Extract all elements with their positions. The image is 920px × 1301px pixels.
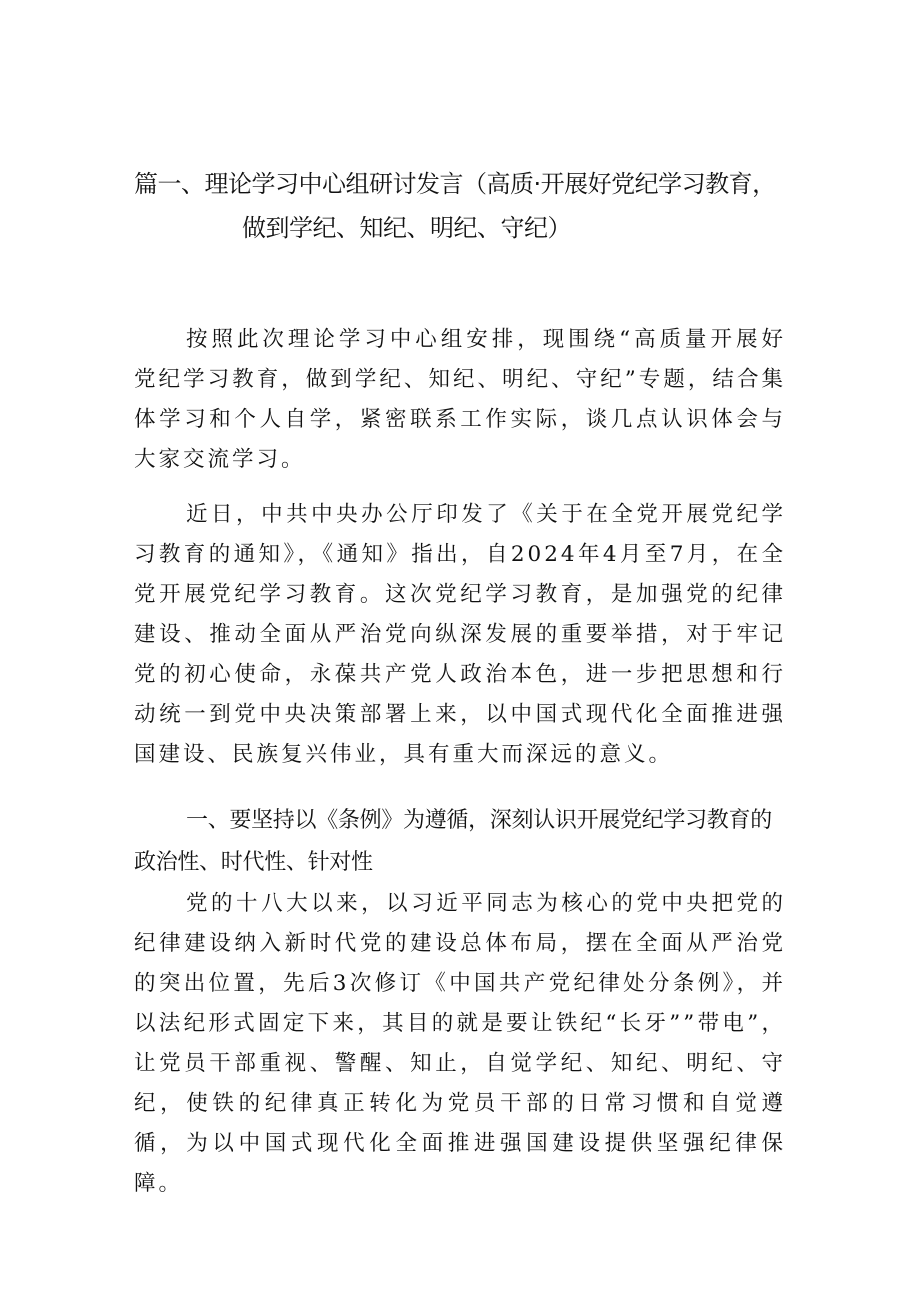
section-heading-1: 一、要坚持以《条例》为遵循，深刻认识开展党纪学习教育的政治性、时代性、针对性 [134, 808, 772, 875]
section-1-paragraph: 党的十八大以来，以习近平同志为核心的党中央把党的纪律建设纳入新时代党的建设总体布局，摆在全面从严治党的突出位置，先后3次修订《中国共产党纪律处分条例》，并以法纪形式固定下来，其目的就是要让铁纪“长牙””带电”，让党员干部重视、警醒、知止，自觉学纪、知纪、明纪、守纪，使铁的纪律真正转化为党员干部的日常习惯和自觉遵循，为以中国式现代化全面推进强国建设提供坚强纪律保障。 [134, 891, 786, 1196]
title-line-1: 篇一、理论学习中心组研讨发言（高质·开展好党纪学习教育， [134, 170, 776, 198]
background-paragraph: 近日，中共中央办公厅印发了《关于在全党开展党纪学习教育的通知》，《通知》指出，自2024年4月至7月，在全党开展党纪学习教育。这次党纪学习教育，是加强党的纪律建设、推动全面从严治党向纵深发展的重要举措，对于牢记党的初心使命，永葆共产党人政治本色，进一步把思想和行动统一到党中央决策部署上来，以中国式现代化全面推进强国建设、民族复兴伟业，具有重大而深远的意义。 [134, 502, 786, 767]
title-line-2: 做到学纪、知纪、明纪、守纪） [242, 214, 571, 242]
intro-paragraph: 按照此次理论学习中心组安排，现围绕“高质量开展好党纪学习教育，做到学纪、知纪、明纪、守纪”专题，结合集体学习和个人自学，紧密联系工作实际，谈几点认识体会与大家交流学习。 [134, 327, 786, 472]
document-title [134, 162, 814, 250]
